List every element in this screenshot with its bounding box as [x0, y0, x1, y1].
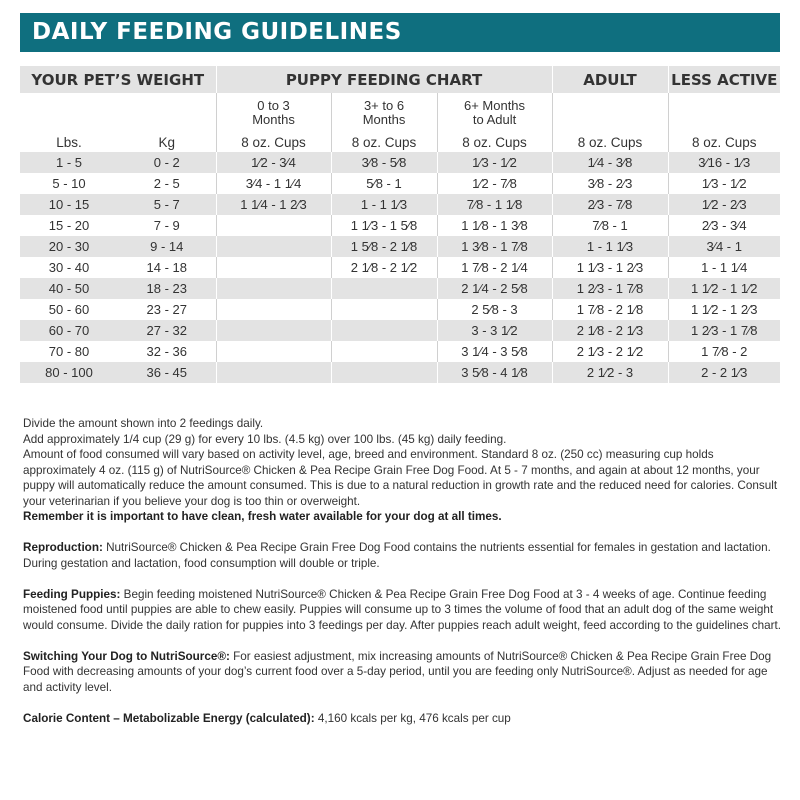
adult-header: ADULT	[552, 66, 668, 93]
page-title: DAILY FEEDING GUIDELINES	[32, 19, 402, 45]
puppy-3-6-cell: 3⁄8 - 5⁄8	[331, 152, 437, 173]
puppy-3-6-cell	[331, 320, 437, 341]
puppy-3-6-cell: 1 5⁄8 - 2 1⁄8	[331, 236, 437, 257]
table-row	[20, 362, 780, 383]
weight-lbs-cell: 30 - 40	[48, 260, 90, 275]
less-active-cell: 1 - 1 1⁄4	[668, 257, 780, 278]
less-active-cell: 1 7⁄8 - 2	[668, 341, 780, 362]
cups-header: 8 oz. Cups	[331, 132, 437, 152]
less-active-cell: 1⁄3 - 1⁄2	[668, 173, 780, 194]
puppy-0-3-cell: 1 1⁄4 - 1 2⁄3	[216, 194, 331, 215]
feeding-notes	[23, 416, 783, 726]
switching-label: Switching Your Dog to NutriSource®:	[23, 649, 230, 663]
table-row	[20, 152, 780, 173]
less-active-cell: 3⁄16 - 1⁄3	[668, 152, 780, 173]
note-feedings: Divide the amount shown into 2 feedings daily.	[23, 417, 264, 430]
adult-cell: 3⁄8 - 2⁄3	[552, 173, 668, 194]
table-row	[20, 278, 780, 299]
reproduction-label: Reproduction:	[23, 541, 103, 554]
puppy-3-6-cell: 2 1⁄8 - 2 1⁄2	[331, 257, 437, 278]
puppy-6-adult-cell: 7⁄8 - 1 1⁄8	[437, 194, 552, 215]
cups-header: 8 oz. Cups	[437, 132, 552, 152]
puppy-0-3-cell	[216, 320, 331, 341]
weight-kg-cell: 36 - 45	[118, 362, 216, 383]
weight-lbs-cell: 10 - 15	[20, 194, 118, 215]
less-active-cell: 1 1⁄2 - 1 1⁄2	[668, 278, 780, 299]
puppy-6-adult-cell: 1 3⁄8 - 1 7⁄8	[437, 236, 552, 257]
puppy-3-6-cell: 1 1⁄3 - 1 5⁄8	[331, 215, 437, 236]
adult-cell: 1⁄4 - 3⁄8	[552, 152, 668, 173]
puppy-3-6-cell	[331, 278, 437, 299]
age-6-adult-header: 6+ Months to Adult	[437, 93, 552, 132]
puppy-3-6-cell: 1 - 1 1⁄3	[331, 194, 437, 215]
adult-cell: 1 - 1 1⁄3	[552, 236, 668, 257]
weight-lbs-cell: 1 - 5	[20, 152, 118, 173]
puppy-6-adult-cell: 3 - 3 1⁄2	[437, 320, 552, 341]
less-active-cell: 2 - 2 1⁄3	[668, 362, 780, 383]
cups-header: 8 oz. Cups	[552, 132, 668, 152]
puppy-3-6-cell: 5⁄8 - 1	[331, 173, 437, 194]
weight-lbs-cell: 50 - 60	[48, 302, 90, 317]
puppy-0-3-cell: 3⁄4 - 1 1⁄4	[216, 173, 331, 194]
less-active-cell: 1 2⁄3 - 1 7⁄8	[668, 320, 780, 341]
puppy-6-adult-cell: 2 5⁄8 - 3	[437, 299, 552, 320]
feeding-puppies-label: Feeding Puppies:	[23, 587, 121, 601]
weight-kg-cell: 27 - 32	[118, 320, 216, 341]
weight-lbs-cell: 80 - 100	[20, 362, 118, 383]
cups-header: 8 oz. Cups	[216, 132, 331, 152]
weight-lbs-cell: 60 - 70	[20, 320, 118, 341]
table-body	[20, 152, 780, 383]
note-reproduction: Reproduction: NutriSource® Chicken & Pea Recipe Grain Free Dog Food contains the nutrients essential for females in gestation and lactation. During gestation and lactation, food consumption will double or triple.	[23, 541, 771, 570]
less-active-cell: 3⁄4 - 1	[668, 236, 780, 257]
puppy-0-3-cell	[216, 257, 331, 278]
weight-kg-cell: 14 - 18	[146, 260, 187, 275]
weight-lbs-cell: 40 - 50	[20, 278, 118, 299]
puppy-6-adult-cell: 1 7⁄8 - 2 1⁄4	[437, 257, 552, 278]
weight-kg-cell: 32 - 36	[146, 344, 187, 359]
table-row	[20, 257, 780, 278]
cups-header: 8 oz. Cups	[668, 132, 780, 152]
calorie-label: Calorie Content – Metabolizable Energy (calculated):	[23, 711, 315, 725]
adult-cell: 1 1⁄3 - 1 2⁄3	[552, 257, 668, 278]
puppy-0-3-cell	[216, 299, 331, 320]
table-row	[20, 299, 780, 320]
table-row	[20, 173, 780, 194]
weight-kg-cell: 5 - 7	[118, 194, 216, 215]
kg-header: Kg	[158, 134, 176, 150]
age-3-6-header: 3+ to 6 Months	[331, 93, 437, 132]
puppy-3-6-cell	[331, 362, 437, 383]
puppy-6-adult-cell: 3 1⁄4 - 3 5⁄8	[437, 341, 552, 362]
puppy-0-3-cell	[216, 341, 331, 362]
weight-kg-cell: 9 - 14	[118, 236, 216, 257]
puppy-6-adult-cell: 1⁄2 - 7⁄8	[437, 173, 552, 194]
puppy-0-3-cell	[216, 236, 331, 257]
weight-kg-cell: 23 - 27	[146, 302, 187, 317]
note-amount: Amount of food consumed will vary based on activity level, age, breed and environment. Standard 8 oz. (250 cc) measuring cup holds approximately 4 oz. (115 g) of NutriSource® Chicken & Pea Recipe Grain Free Dog Food. At 5 - 7 months, and again at about 12 months, your puppy will automatically reduce the amount consumed. This is due to a natural reduction in growth rate and the reduced need for calories. Consult your veterinarian if you believe your dog is too thin or overweight.	[23, 448, 778, 508]
less-active-cell: 1⁄2 - 2⁄3	[668, 194, 780, 215]
puppy-6-adult-cell: 1⁄3 - 1⁄2	[437, 152, 552, 173]
puppy-6-adult-cell: 1 1⁄8 - 1 3⁄8	[437, 215, 552, 236]
weight-kg-cell: 0 - 2	[118, 152, 216, 173]
less-active-header: LESS ACTIVE	[668, 66, 780, 93]
puppy-6-adult-cell: 2 1⁄4 - 2 5⁄8	[437, 278, 552, 299]
table-row	[20, 194, 780, 215]
weight-lbs-cell: 5 - 10	[52, 176, 86, 191]
lbs-header: Lbs.	[56, 134, 82, 150]
header-row-ages	[20, 93, 780, 132]
puppy-0-3-cell	[216, 362, 331, 383]
note-feeding-puppies: Feeding Puppies: Begin feeding moistened NutriSource® Chicken & Pea Recipe Grain Free Dog Food at 3 - 4 weeks of age. Continue feeding moistened food until puppies are able to chew easily. Puppies will consume up to 3 times the volume of food that an adult dog of the same weight would consume. Divide the daily ration for puppies into 3 feedings per day. After puppies reach adult weight, feed according to the guidelines chart.	[23, 587, 781, 632]
puppy-chart-header: PUPPY FEEDING CHART	[216, 66, 552, 93]
puppy-3-6-cell	[331, 299, 437, 320]
note-over-100lbs: Add approximately 1/4 cup (29 g) for every 10 lbs. (4.5 kg) over 100 lbs. (45 kg) daily feeding.	[23, 432, 507, 446]
weight-kg-cell: 18 - 23	[118, 278, 216, 299]
age-0-3-header: 0 to 3 Months	[216, 93, 331, 132]
puppy-0-3-cell	[216, 278, 331, 299]
feeding-table	[20, 66, 780, 383]
weight-lbs-cell: 20 - 30	[20, 236, 118, 257]
table-row	[20, 341, 780, 362]
less-active-cell: 2⁄3 - 3⁄4	[668, 215, 780, 236]
table-row	[20, 215, 780, 236]
table-row	[20, 320, 780, 341]
puppy-0-3-cell: 1⁄2 - 3⁄4	[216, 152, 331, 173]
note-switching: Switching Your Dog to NutriSource®: For easiest adjustment, mix increasing amounts of NutriSource® Chicken & Pea Recipe Grain Free Dog Food with decreasing amounts of your dog’s current food over a 5-day period, until you are feeding only NutriSource®. Adjust as needed for age and activity level.	[23, 649, 772, 694]
weight-kg-cell: 7 - 9	[153, 218, 180, 233]
puppy-3-6-cell	[331, 341, 437, 362]
weight-lbs-cell: 15 - 20	[48, 218, 90, 233]
adult-cell: 2⁄3 - 7⁄8	[552, 194, 668, 215]
weight-lbs-cell: 70 - 80	[48, 344, 90, 359]
adult-cell: 1 2⁄3 - 1 7⁄8	[552, 278, 668, 299]
note-water: Remember it is important to have clean, fresh water available for your dog at all times.	[23, 510, 502, 523]
puppy-6-adult-cell: 3 5⁄8 - 4 1⁄8	[437, 362, 552, 383]
adult-cell: 2 1⁄2 - 3	[552, 362, 668, 383]
adult-cell: 2 1⁄3 - 2 1⁄2	[552, 341, 668, 362]
adult-cell: 7⁄8 - 1	[552, 215, 668, 236]
table-row	[20, 236, 780, 257]
adult-cell: 2 1⁄8 - 2 1⁄3	[552, 320, 668, 341]
weight-header: YOUR PET’S WEIGHT	[20, 66, 216, 93]
header-row-units	[20, 132, 780, 152]
note-calorie-content: Calorie Content – Metabolizable Energy (calculated): 4,160 kcals per kg, 476 kcals per cup	[23, 711, 511, 725]
adult-cell: 1 7⁄8 - 2 1⁄8	[552, 299, 668, 320]
weight-kg-cell: 2 - 5	[153, 176, 180, 191]
header-row-main	[20, 66, 780, 93]
title-bar	[20, 13, 780, 52]
puppy-0-3-cell	[216, 215, 331, 236]
less-active-cell: 1 1⁄2 - 1 2⁄3	[668, 299, 780, 320]
